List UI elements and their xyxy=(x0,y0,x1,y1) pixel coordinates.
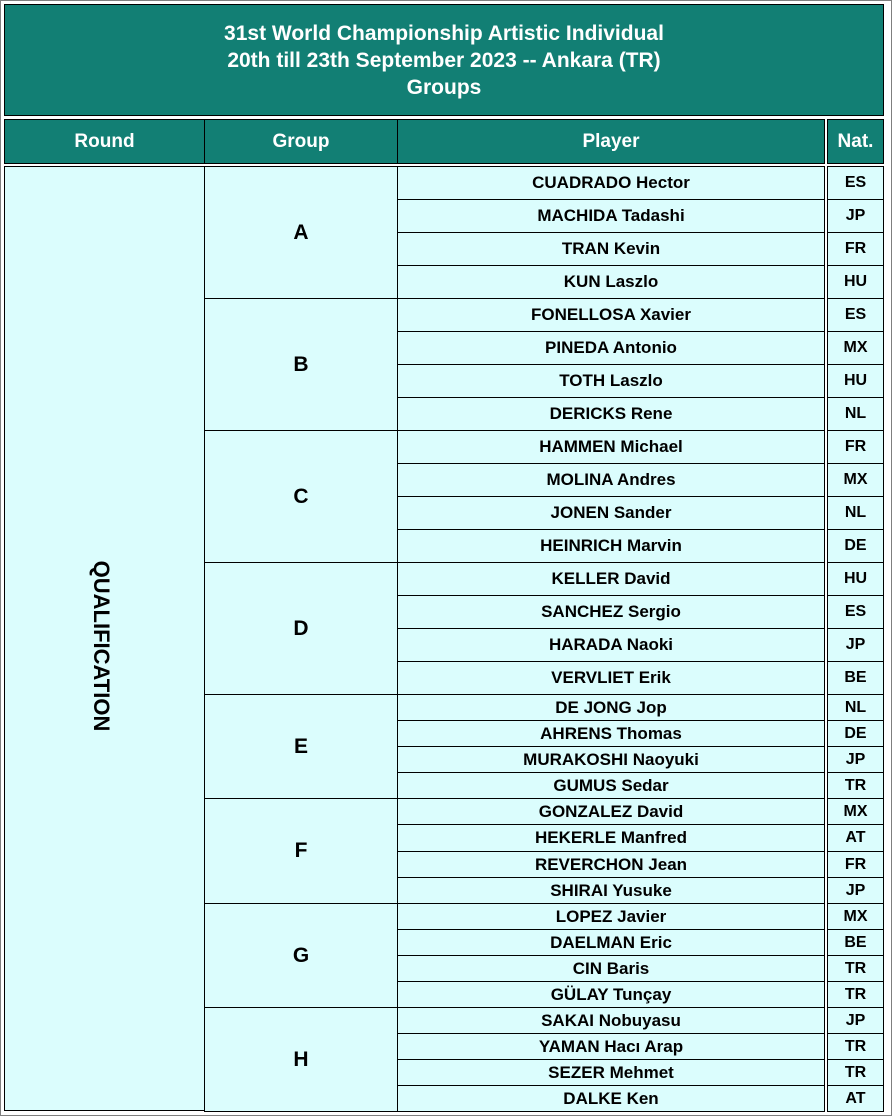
player-nationality: NL xyxy=(827,397,884,431)
player-name: DERICKS Rene xyxy=(397,397,825,431)
player-name: GUMUS Sedar xyxy=(397,772,825,799)
player-nationality: FR xyxy=(827,430,884,464)
player-name: SEZER Mehmet xyxy=(397,1059,825,1086)
group-label: H xyxy=(204,1007,398,1112)
player-nationality: TR xyxy=(827,772,884,799)
player-name: PINEDA Antonio xyxy=(397,331,825,365)
player-nationality: MX xyxy=(827,331,884,365)
player-name: DALKE Ken xyxy=(397,1085,825,1112)
player-nationality: JP xyxy=(827,1007,884,1034)
player-nationality: FR xyxy=(827,851,884,878)
player-name: DE JONG Jop xyxy=(397,694,825,721)
title-line-2: 20th till 23th September 2023 -- Ankara (TR) xyxy=(227,49,661,72)
player-name: KELLER David xyxy=(397,562,825,596)
group-label: A xyxy=(204,166,398,299)
player-name: VERVLIET Erik xyxy=(397,661,825,695)
player-nationality: BE xyxy=(827,929,884,956)
column-header-nat: Nat. xyxy=(827,119,884,164)
player-nationality: JP xyxy=(827,746,884,773)
player-nationality: NL xyxy=(827,694,884,721)
player-nationality: ES xyxy=(827,166,884,200)
player-name: KUN Laszlo xyxy=(397,265,825,299)
player-name: TRAN Kevin xyxy=(397,232,825,266)
title-line-3: Groups xyxy=(406,76,482,99)
player-nationality: BE xyxy=(827,661,884,695)
player-name: GÜLAY Tunçay xyxy=(397,981,825,1008)
group-label: F xyxy=(204,798,398,904)
player-name: REVERCHON Jean xyxy=(397,851,825,878)
player-nationality: TR xyxy=(827,1033,884,1060)
group-label: C xyxy=(204,430,398,563)
player-name: GONZALEZ David xyxy=(397,798,825,825)
player-nationality: DE xyxy=(827,529,884,563)
player-nationality: AT xyxy=(827,824,884,852)
player-name: YAMAN Hacı Arap xyxy=(397,1033,825,1060)
player-nationality: HU xyxy=(827,562,884,596)
player-name: LOPEZ Javier xyxy=(397,903,825,930)
group-label: E xyxy=(204,694,398,799)
title-banner xyxy=(4,4,884,116)
round-label: QUALIFICATION xyxy=(89,560,114,732)
player-name: SANCHEZ Sergio xyxy=(397,595,825,629)
column-header-round: Round xyxy=(4,119,205,164)
title-line-1: 31st World Championship Artistic Individual xyxy=(224,22,664,45)
player-nationality: MX xyxy=(827,903,884,930)
player-nationality: MX xyxy=(827,463,884,497)
player-nationality: TR xyxy=(827,1059,884,1086)
player-name: SHIRAI Yusuke xyxy=(397,877,825,904)
player-nationality: AT xyxy=(827,1085,884,1112)
player-name: SAKAI Nobuyasu xyxy=(397,1007,825,1034)
group-label: B xyxy=(204,298,398,431)
player-name: HEKERLE Manfred xyxy=(397,824,825,852)
group-label: D xyxy=(204,562,398,695)
player-nationality: HU xyxy=(827,265,884,299)
player-name: MURAKOSHI Naoyuki xyxy=(397,746,825,773)
player-nationality: HU xyxy=(827,364,884,398)
player-name: CUADRADO Hector xyxy=(397,166,825,200)
player-nationality: ES xyxy=(827,298,884,332)
player-nationality: JP xyxy=(827,628,884,662)
player-name: CIN Baris xyxy=(397,955,825,982)
player-nationality: JP xyxy=(827,199,884,233)
player-name: JONEN Sander xyxy=(397,496,825,530)
player-nationality: FR xyxy=(827,232,884,266)
player-name: FONELLOSA Xavier xyxy=(397,298,825,332)
player-name: TOTH Laszlo xyxy=(397,364,825,398)
player-name: HAMMEN Michael xyxy=(397,430,825,464)
player-name: HARADA Naoki xyxy=(397,628,825,662)
column-header-player: Player xyxy=(397,119,825,164)
player-name: MOLINA Andres xyxy=(397,463,825,497)
player-nationality: NL xyxy=(827,496,884,530)
column-header-group: Group xyxy=(204,119,398,164)
player-nationality: JP xyxy=(827,877,884,904)
player-nationality: ES xyxy=(827,595,884,629)
player-name: MACHIDA Tadashi xyxy=(397,199,825,233)
player-nationality: TR xyxy=(827,955,884,982)
player-name: AHRENS Thomas xyxy=(397,720,825,747)
player-name: DAELMAN Eric xyxy=(397,929,825,956)
player-nationality: TR xyxy=(827,981,884,1008)
player-nationality: MX xyxy=(827,798,884,825)
player-nationality: DE xyxy=(827,720,884,747)
group-label: G xyxy=(204,903,398,1008)
player-name: HEINRICH Marvin xyxy=(397,529,825,563)
